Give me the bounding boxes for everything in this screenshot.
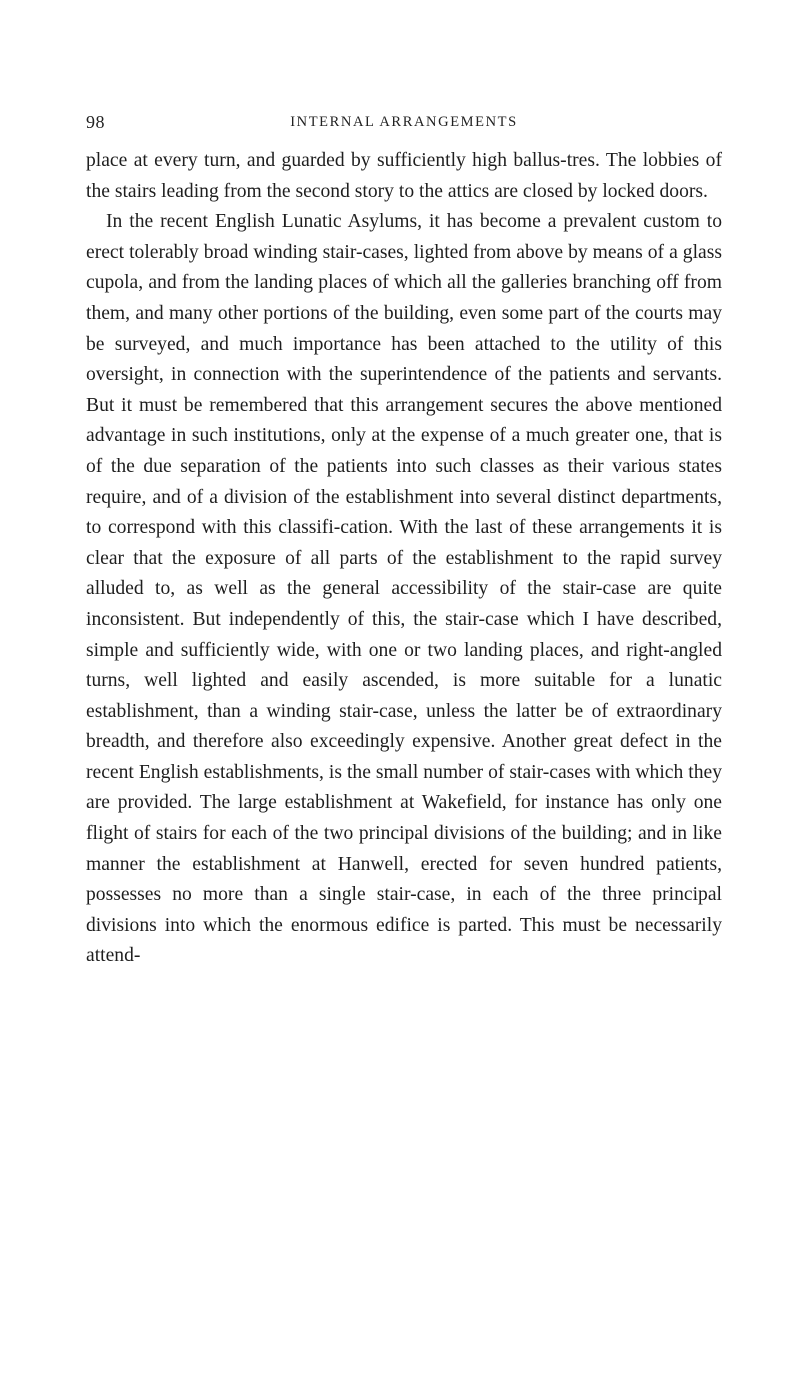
page-number: 98: [86, 112, 105, 132]
paragraph-staircases: In the recent English Lunatic Asylums, it has become a prevalent custom to erect tolerably broad winding stair-cases, lighted from above by means of a glass cupola, and from the landing places of which all the galleries branching off from them, and many other portions of the building, even some part of the courts may be surveyed, and much importance has been attached to the utility of this oversight, in connection with the superintendence of the patients and servants. But it must be remembered that this arrangement secures the above mentioned advantage in such institutions, only at the expense of a much greater one, that is of the due separation of the patients into such classes as their various states require, and of a division of the establishment into several distinct departments, to correspond with this classifi-cation. With the last of these arrangements it is clear that the exposure of all parts of the establishment to the rapid survey alluded to, as well as the general accessibility of the stair-case are quite inconsistent. But independently of this, the stair-case which I have described, simple and sufficiently wide, with one or two landing places, and right-angled turns, well lighted and easily ascended, is more suitable for a lunatic establishment, than a winding stair-case, unless the latter be of extraordinary breadth, and therefore also exceedingly expensive. Another great defect in the recent English establishments, is the small number of stair-cases with which they are provided. The large establishment at Wakefield, for instance has only one flight of stairs for each of the two principal divisions of the building; and in like manner the establishment at Hanwell, erected for seven hundred patients, possesses no more than a single stair-case, in each of the three principal divisions into which the enormous edifice is parted. This must be necessarily attend-: [86, 211, 722, 967]
running-head: [86, 112, 722, 134]
body-text: [86, 146, 722, 972]
running-title: INTERNAL ARRANGEMENTS: [290, 114, 518, 130]
paragraph-continued: place at every turn, and guarded by sufficiently high ballus-tres. The lobbies of the stairs leading from the second story to the attics are closed by locked doors.: [86, 150, 722, 202]
